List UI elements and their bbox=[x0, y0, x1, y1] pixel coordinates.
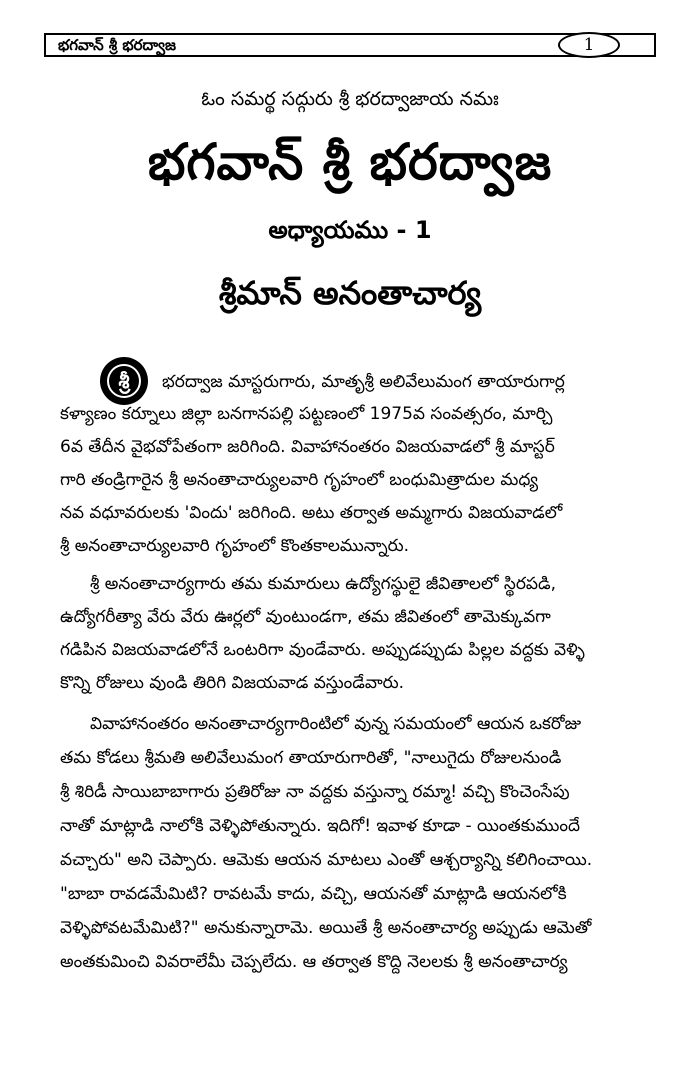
paragraph-1-line-4: గారి తండ్రిగారైన శ్రీ అనంతాచార్యులవారి గృహంలో బంధుమిత్రాదుల మధ్య bbox=[60, 470, 539, 490]
paragraph-3-line-8: అంతకుమించి వివరాలేమీ చెప్పలేదు. ఆ తర్వాత కొద్ది నెలలకు శ్రీ అనంతాచార్య bbox=[60, 952, 568, 972]
page-number: 1 bbox=[583, 35, 595, 55]
paragraph-3-line-3: శ్రీ శిరిడీ సాయిబాబాగారు ప్రతిరోజు నా వద్దకు వస్తున్నా రమ్మా! వచ్చి కొంచెంసేపు bbox=[60, 782, 570, 802]
running-header-title: భగవాన్ శ్రీ భరద్వాజ bbox=[58, 36, 176, 54]
paragraph-1-line-6: శ్రీ అనంతాచార్యులవారి గృహంలో కొంతకాలమున్నారు. bbox=[60, 536, 410, 556]
paragraph-2-line-1: శ్రీ అనంతాచార్యగారు తమ కుమారులు ఉద్యోగస్థులై జీవితాలలో స్థిరపడి, bbox=[90, 574, 556, 594]
paragraph-1-line-1: భరద్వాజ మాస్టరుగారు, మాతృశ్రీ అలివేలుమంగ తాయారుగార్ల bbox=[162, 372, 565, 392]
drop-cap bbox=[100, 357, 148, 405]
paragraph-2-line-3: గడిపిన విజయవాడలోనే ఒంటరిగా వుండేవారు. అప్పుడప్పుడు పిల్లల వద్దకు వెళ్ళి bbox=[60, 640, 585, 660]
paragraph-3-line-5: వచ్చారు" అని చెప్పారు. ఆమెకు ఆయన మాటలు ఎంతో ఆశ్చర్యాన్ని కలిగించాయి. bbox=[60, 850, 593, 870]
page-number-oval bbox=[558, 32, 620, 58]
paragraph-2-line-2: ఉద్యోగరీత్యా వేరు వేరు ఊర్లలో వుంటుండగా, తమ జీవితంలో తామెక్కువగా bbox=[60, 607, 551, 627]
running-header bbox=[44, 33, 656, 57]
invocation-line: ఓం సమర్థ సద్గురు శ్రీ భరద్వాజాయ నమః bbox=[201, 88, 499, 110]
paragraph-1-line-2: కళ్యాణం కర్నూలు జిల్లా బనగానపల్లి పట్టణంలో 1975వ సంవత్సరం, మార్చి bbox=[60, 404, 553, 424]
paragraph-3-line-1: వివాహానంతరం అనంతాచార్యగారింటిలో వున్న సమయంలో ఆయన ఒకరోజు bbox=[90, 714, 582, 734]
paragraph-3-line-4: నాతో మాట్లాడి నాలోకి వెళ్ళిపోతున్నారు. ఇదిగో! ఇవాళ కూడా - యింతకుముందే bbox=[60, 816, 580, 836]
paragraph-3-line-6: "బాబా రావడమేమిటి? రావటమే కాదు, వచ్చి, ఆయనతో మాట్లాడి ఆయనలోకి bbox=[60, 884, 567, 904]
paragraph-1-line-5: నవ వధూవరులకు 'విందు' జరిగింది. అటు తర్వాత అమ్మగారు విజయవాడలో bbox=[60, 503, 563, 523]
chapter-heading: అధ్యాయము - 1 bbox=[268, 216, 432, 244]
paragraph-3-line-2: తమ కోడలు శ్రీమతి అలివేలుమంగ తాయారుగారితో, "నాలుగైదు రోజులనుండి bbox=[60, 748, 562, 768]
drop-cap-letter: శ్రీ bbox=[107, 364, 141, 398]
paragraph-3-line-7: వెళ్ళిపోవటమేమిటి?" అనుకున్నారామె. అయితే శ్రీ అనంతాచార్య అప్పుడు ఆమెతో bbox=[60, 918, 592, 938]
section-heading: శ్రీమాన్ అనంతాచార్య bbox=[218, 274, 482, 312]
paragraph-1-line-3: 6వ తేదీన వైభవోపేతంగా జరిగింది. వివాహానంతరం విజయవాడలో శ్రీ మాస్టర్ bbox=[60, 437, 555, 457]
paragraph-2-line-4: కొన్ని రోజులు వుండి తిరిగి విజయవాడ వస్తుండేవారు. bbox=[60, 673, 404, 693]
book-title: భగవాన్ శ్రీ భరద్వాజ bbox=[147, 133, 553, 191]
